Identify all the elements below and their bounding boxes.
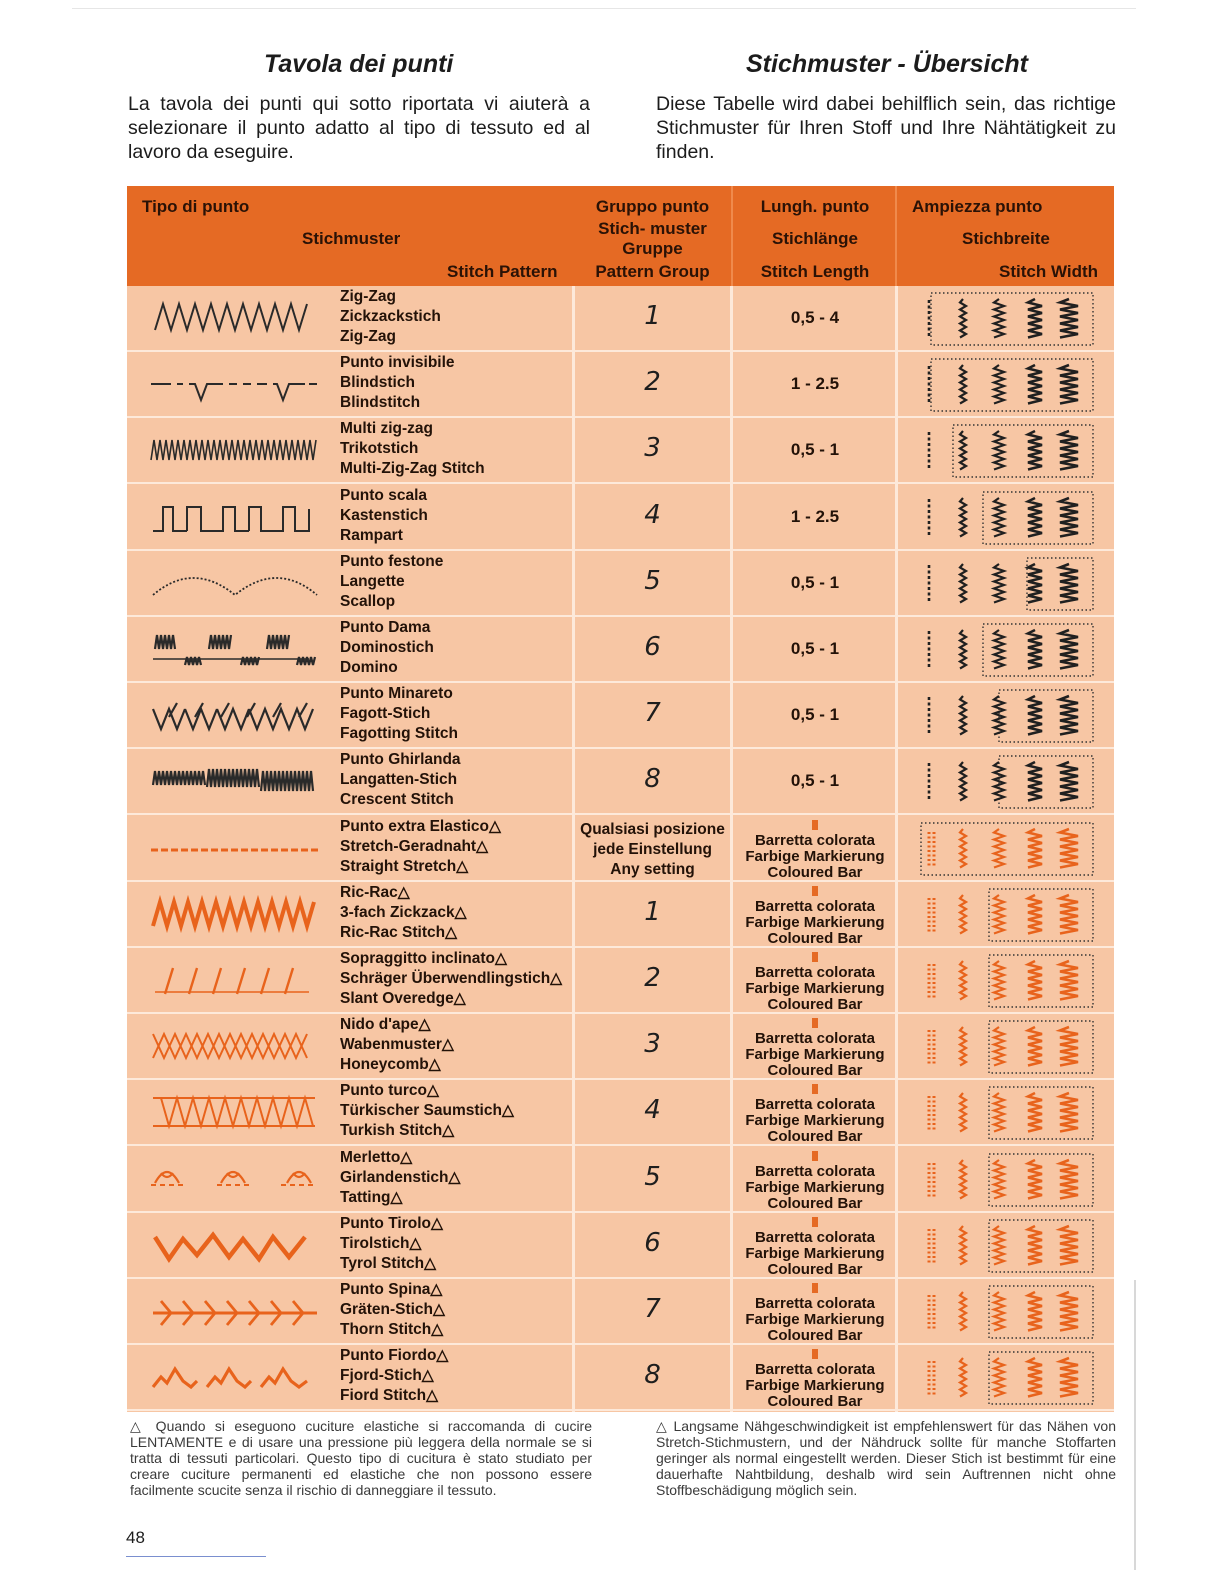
coloured-bar-setting	[735, 952, 895, 1013]
coloured-bar-text: Coloured Bar	[767, 929, 863, 947]
stitch-width-diagram	[917, 1351, 1097, 1405]
page-edge	[1134, 1280, 1136, 1570]
stitch-width-diagram	[917, 1020, 1097, 1074]
stitch-name: Slant Overedge△	[340, 990, 466, 1007]
coloured-bar-setting	[735, 1084, 895, 1145]
stitch-names	[340, 1148, 460, 1208]
stitch-name: Tatting△	[340, 1188, 403, 1206]
page-number: 48	[126, 1528, 145, 1547]
page-title-german: Stichmuster - Übersicht	[746, 50, 1029, 78]
domino-icon	[149, 629, 321, 669]
coloured-bar-text: Barretta colorata	[754, 1361, 876, 1379]
coloured-bar-text: Barretta colorata	[754, 1162, 876, 1180]
footnote-italian: △ Quando si eseguono cuciture elastiche si raccomanda di cucire LENTAMENTE e di usare una pressione più leggera della normale se si tratta di tessuti particolari. Questo tipo di cucitura è stato studiato per creare cuciture permanenti ed elastiche che non possono essere facilmente scucite senza il rischio di danneggiare il tessuto.	[130, 1418, 592, 1498]
stitch-name: Girlandenstich△	[340, 1168, 461, 1186]
stitch-name: Fjord-Stich△	[340, 1367, 434, 1385]
coloured-bar-mark	[812, 886, 818, 896]
stitch-name: Punto extra Elastico△	[340, 817, 501, 835]
coloured-bar-mark	[812, 1151, 818, 1161]
blindstitch-icon	[149, 364, 321, 404]
stitch-width-diagram	[917, 1153, 1097, 1207]
stitch-width-diagram	[917, 424, 1097, 478]
coloured-bar-text: Farbige Markierung	[745, 913, 885, 931]
coloured-bar-setting	[735, 1217, 895, 1278]
stitch-names	[340, 1280, 445, 1340]
coloured-bar-mark	[812, 952, 818, 962]
stitch-name: Scallop	[340, 592, 396, 610]
coloured-bar-setting	[735, 1018, 895, 1079]
coloured-bar-text: Farbige Markierung	[745, 1377, 885, 1395]
header-stichbreite: Stichbreite	[962, 229, 1050, 248]
stitch-width-diagram	[917, 491, 1097, 545]
stitch-width-diagram	[917, 292, 1097, 346]
stitch-name: Zig-Zag	[340, 288, 396, 305]
coloured-bar-text: Barretta colorata	[754, 964, 876, 981]
coloured-bar-text: Farbige Markierung	[745, 1311, 885, 1328]
stitch-name: Dominostich	[340, 639, 434, 656]
straight-stretch-icon	[149, 828, 321, 868]
pattern-group-text: jede Einstellung	[593, 840, 712, 858]
stitch-table	[127, 186, 1114, 1412]
zigzag-icon	[149, 298, 321, 338]
coloured-bar-setting	[735, 1151, 895, 1212]
stitch-name: Punto festone	[340, 552, 444, 570]
stitch-name: Fiord Stitch△	[340, 1387, 439, 1405]
pattern-group-any	[575, 820, 730, 880]
ric-rac-icon	[149, 894, 321, 934]
stitch-length: 0,5 - 1	[790, 440, 840, 460]
stitch-names	[340, 949, 562, 1009]
stitch-width-diagram	[917, 888, 1097, 942]
stitch-name: Langatten-Stich	[340, 771, 458, 789]
table-row	[127, 882, 1114, 948]
stitch-name: Blindstich	[340, 374, 415, 392]
pattern-group: 6	[644, 1227, 661, 1258]
stitch-name: Thorn Stitch△	[340, 1321, 444, 1338]
stitch-name: Multi-Zig-Zag Stitch	[340, 460, 485, 478]
table-row	[127, 1213, 1114, 1279]
stitch-width-diagram	[917, 954, 1097, 1008]
stitch-name: 3-fach Zickzack△	[340, 903, 467, 921]
table-row	[127, 749, 1114, 815]
coloured-bar-text: Coloured Bar	[767, 996, 863, 1013]
stitch-name: Gräten-Stich△	[340, 1301, 445, 1318]
table-row	[127, 1147, 1114, 1213]
stitch-name: Schräger Überwendlingstich△	[340, 970, 563, 987]
pattern-group: 4	[644, 1095, 661, 1126]
header-divider	[895, 186, 897, 286]
column-divider	[730, 286, 733, 1412]
coloured-bar-mark	[812, 1217, 818, 1227]
tatting-icon	[149, 1159, 321, 1199]
pattern-group-text: Any setting	[610, 860, 695, 878]
thorn-stitch-icon	[149, 1291, 321, 1331]
coloured-bar-text: Barretta colorata	[754, 831, 876, 849]
stitch-names	[340, 552, 443, 612]
stitch-names	[340, 486, 428, 546]
coloured-bar-setting	[735, 1283, 895, 1344]
pattern-group: 8	[644, 1360, 661, 1391]
stitch-name: Punto invisibile	[340, 354, 455, 372]
coloured-bar-text: Farbige Markierung	[745, 1112, 885, 1130]
pattern-group: 3	[644, 433, 661, 464]
stitch-width-diagram	[917, 1086, 1097, 1140]
coloured-bar-mark	[812, 1018, 818, 1028]
crescent-icon	[149, 761, 321, 801]
stitch-length: 1 - 2.5	[790, 506, 840, 526]
coloured-bar-mark	[812, 1084, 818, 1094]
pattern-group: 1	[644, 896, 661, 927]
stitch-length: 1 - 2.5	[790, 374, 840, 394]
header-stich-muster: Stich- muster	[598, 219, 707, 238]
stitch-width-diagram	[917, 358, 1097, 412]
stitch-length: 0,5 - 1	[790, 572, 840, 592]
table-row	[127, 1014, 1114, 1080]
page-title-italian: Tavola dei punti	[264, 50, 454, 78]
stitch-name: Punto Minareto	[340, 685, 453, 703]
table-row	[127, 485, 1114, 551]
stitch-name: Punto Spina△	[340, 1281, 443, 1298]
stitch-width-diagram	[917, 1285, 1097, 1339]
pattern-group: 5	[644, 1161, 661, 1192]
turkish-stitch-icon	[149, 1092, 321, 1132]
stitch-names	[340, 1346, 448, 1406]
stitch-names	[340, 684, 458, 744]
slant-overedge-icon	[149, 960, 321, 1000]
stitch-name: Merletto△	[340, 1148, 413, 1166]
coloured-bar-text: Barretta colorata	[754, 897, 876, 915]
stitch-width-diagram	[917, 689, 1097, 743]
stitch-length: 0,5 - 1	[790, 771, 840, 791]
fiord-stitch-icon	[149, 1357, 321, 1397]
coloured-bar-text: Coloured Bar	[767, 1194, 863, 1212]
pattern-group: 4	[644, 499, 661, 530]
stitch-name: Punto turco△	[340, 1082, 439, 1100]
stitch-name: Fagott-Stich	[340, 705, 431, 723]
stitch-name: Kastenstich	[340, 506, 428, 524]
stitch-width-diagram	[917, 1219, 1097, 1273]
header-ampiezza: Ampiezza punto	[912, 197, 1043, 216]
stitch-width-diagram	[917, 623, 1097, 677]
table-row	[127, 1279, 1114, 1345]
stitch-names	[340, 618, 434, 678]
coloured-bar-mark	[812, 1283, 818, 1293]
coloured-bar-setting	[735, 820, 895, 881]
table-row	[127, 551, 1114, 617]
stitch-names	[340, 353, 455, 413]
stitch-name: Langette	[340, 572, 405, 590]
stitch-name: Zig-Zag	[340, 328, 396, 345]
coloured-bar-text: Farbige Markierung	[745, 980, 885, 997]
table-row	[127, 1345, 1114, 1411]
stitch-name: Crescent Stitch	[340, 791, 454, 809]
stitch-name: Punto Tirolo△	[340, 1214, 443, 1232]
table-row	[127, 1080, 1114, 1146]
stitch-names	[340, 1214, 443, 1274]
stitch-name: Trikotstich	[340, 440, 419, 458]
coloured-bar-text: Coloured Bar	[767, 1393, 863, 1411]
stitch-length: 0,5 - 1	[790, 639, 840, 658]
stitch-name: Zickzackstich	[340, 308, 441, 325]
header-lungh: Lungh. punto	[760, 197, 870, 216]
pattern-group: 1	[644, 301, 661, 331]
stitch-name: Punto Fiordo△	[340, 1347, 449, 1365]
stitch-name: Punto Dama	[340, 619, 431, 636]
stitch-name: Türkischer Saumstich△	[340, 1102, 514, 1120]
stitch-name: Honeycomb△	[340, 1056, 441, 1074]
header-stitch-width: Stitch Width	[999, 262, 1098, 281]
pattern-group-text: Qualsiasi posizione	[580, 820, 725, 838]
stitch-name: Domino	[340, 659, 398, 676]
stitch-names	[340, 1081, 514, 1141]
intro-italian: La tavola dei punti qui sotto riportata vi aiuterà a selezionare il punto adatto al tipo di tessuto ed al lavoro da eseguire.	[128, 93, 590, 163]
stitch-names	[340, 750, 461, 810]
stitch-names	[340, 817, 501, 877]
stitch-name: Rampart	[340, 526, 403, 544]
column-divider	[895, 286, 898, 1412]
stitch-names	[340, 1015, 454, 1075]
tyrol-stitch-icon	[149, 1225, 321, 1265]
honeycomb-icon	[149, 1026, 321, 1066]
coloured-bar-text: Farbige Markierung	[745, 847, 885, 865]
stitch-width-diagram	[917, 822, 1097, 876]
stitch-name: Tyrol Stitch△	[340, 1254, 437, 1272]
header-gruppe: Gruppe	[622, 239, 683, 258]
fagotting-icon	[149, 695, 321, 735]
coloured-bar-setting	[735, 886, 895, 947]
pattern-group: 2	[644, 963, 661, 993]
coloured-bar-text: Barretta colorata	[754, 1228, 876, 1246]
coloured-bar-text: Barretta colorata	[754, 1096, 876, 1114]
pattern-group: 2	[644, 367, 661, 398]
stitch-name: Punto scala	[340, 486, 427, 504]
coloured-bar-text: Coloured Bar	[767, 1260, 863, 1278]
intro-german: Diese Tabelle wird dabei behilflich sein, das richtige Stichmuster für Ihren Stoff und Ihre Nähtätigkeit zu finden.	[656, 93, 1116, 163]
coloured-bar-text: Farbige Markierung	[745, 1046, 885, 1064]
table-row	[127, 286, 1114, 352]
stitch-width-diagram	[917, 557, 1097, 611]
stitch-name: Sopraggitto inclinato△	[340, 950, 507, 967]
stitch-name: Wabenmuster△	[340, 1036, 454, 1054]
stitch-name: Ric-Rac Stitch△	[340, 923, 457, 941]
pattern-group: 3	[644, 1029, 661, 1060]
pattern-group: 7	[644, 698, 661, 729]
stitch-width-diagram	[917, 755, 1097, 809]
footnote-german: △ Langsame Nähgeschwindigkeit ist empfehlenswert für das Nähen von Stretch-Stichmustern, und der Nähdruck sollte für manche Stoffarten geringer als normal eingestellt werden. Dieser Stich ist bestimmt für eine dauerhafte Nahtbildung, deshalb wird sein Auftrennen nicht ohne Stoffbeschädigung möglich sein.	[656, 1418, 1116, 1498]
stitch-name: Punto Ghirlanda	[340, 751, 461, 769]
coloured-bar-mark	[812, 820, 818, 830]
header-pattern-group: Pattern Group	[595, 262, 710, 281]
stitch-name: Ric-Rac△	[340, 883, 410, 901]
coloured-bar-text: Coloured Bar	[767, 863, 863, 881]
multi-zigzag-icon	[149, 430, 321, 470]
header-stichmuster: Stichmuster	[302, 229, 401, 248]
pattern-group: 8	[644, 764, 661, 795]
page-rule	[126, 1556, 266, 1557]
stitch-name: Tirolstich△	[340, 1234, 422, 1252]
stitch-length: 0,5 - 4	[790, 308, 840, 327]
rampart-icon	[149, 497, 321, 537]
pattern-group: 5	[644, 565, 661, 596]
coloured-bar-mark	[812, 1349, 818, 1359]
stitch-name: Blindstitch	[340, 394, 421, 412]
coloured-bar-text: Farbige Markierung	[745, 1178, 885, 1196]
coloured-bar-text: Coloured Bar	[767, 1327, 863, 1344]
pattern-group: 7	[644, 1294, 661, 1324]
header-stitch-length: Stitch Length	[760, 262, 870, 281]
table-header	[127, 186, 1114, 286]
coloured-bar-text: Farbige Markierung	[745, 1244, 885, 1262]
stitch-names	[340, 419, 485, 479]
stitch-name: Straight Stretch△	[340, 857, 469, 875]
coloured-bar-text: Barretta colorata	[754, 1295, 876, 1312]
stitch-length: 0,5 - 1	[790, 705, 840, 725]
table-row	[127, 617, 1114, 683]
stitch-name: Nido d'ape△	[340, 1016, 431, 1034]
stitch-names	[340, 883, 467, 943]
scallop-icon	[149, 563, 321, 603]
table-row	[127, 948, 1114, 1014]
header-divider	[731, 186, 733, 286]
table-row	[127, 816, 1114, 882]
page-top-edge	[72, 8, 1136, 9]
coloured-bar-setting	[735, 1349, 895, 1410]
stitch-name: Multi zig-zag	[340, 420, 433, 438]
table-row	[127, 683, 1114, 749]
pattern-group: 6	[644, 632, 661, 662]
stitch-name: Turkish Stitch△	[340, 1122, 455, 1140]
stitch-name: Stretch-Geradnaht△	[340, 837, 488, 855]
stitch-name: Fagotting Stitch	[340, 725, 458, 743]
coloured-bar-text: Barretta colorata	[754, 1030, 876, 1048]
header-stitch-pattern: Stitch Pattern	[447, 262, 558, 281]
table-row	[127, 352, 1114, 418]
header-gruppo: Gruppo punto	[595, 197, 710, 216]
header-tipo: Tipo di punto	[142, 197, 250, 216]
stitch-names	[340, 287, 441, 347]
table-row	[127, 418, 1114, 484]
coloured-bar-text: Coloured Bar	[767, 1128, 863, 1146]
header-stichlange: Stichlänge	[772, 229, 858, 248]
coloured-bar-text: Coloured Bar	[767, 1062, 863, 1080]
column-divider	[572, 286, 575, 1412]
